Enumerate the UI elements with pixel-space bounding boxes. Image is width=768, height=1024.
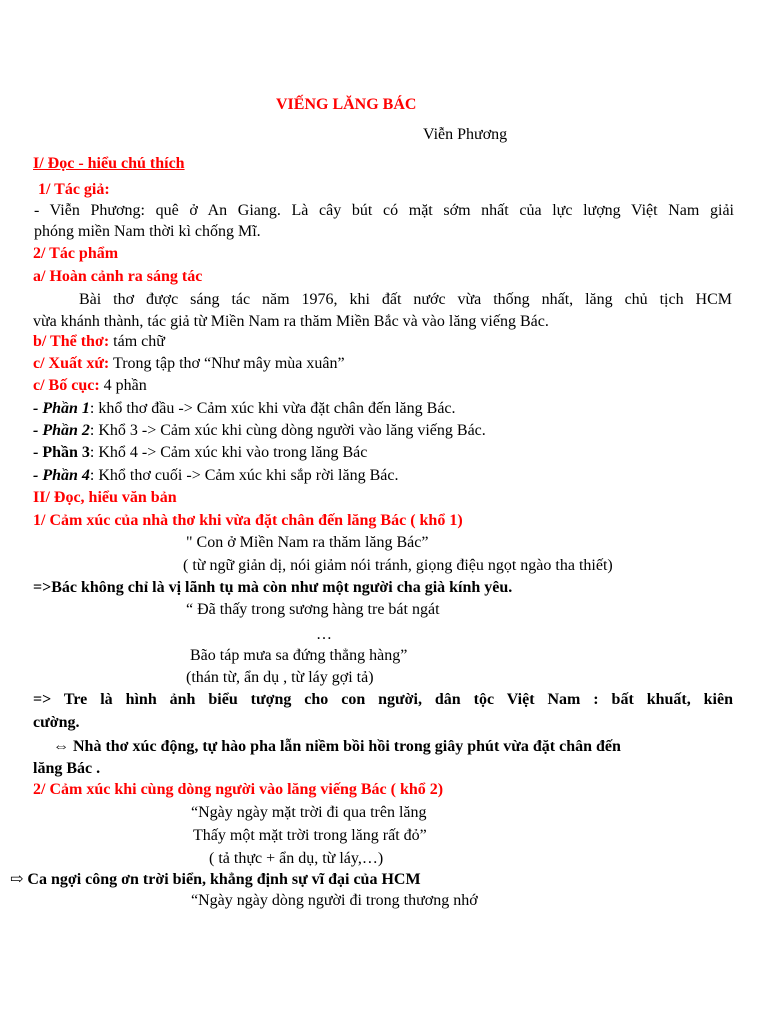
part-4-row — [33, 466, 398, 486]
poem-form-row — [33, 332, 165, 352]
part-4-label: - Phần 4 — [33, 467, 90, 484]
part-3-text: : Khổ 4 -> Cảm xúc khi vào trong lăng Bác — [89, 444, 368, 461]
source-label: c/ Xuất xứ: — [33, 355, 110, 372]
poem-quote-3: Bão táp mưa sa đứng thẳng hàng” — [190, 647, 408, 664]
part-1-row — [33, 399, 456, 419]
conclusion-2-line-2: cường. — [33, 714, 80, 731]
structure-label: c/ Bố cục: — [33, 377, 100, 394]
poem-form-value: tám chữ — [109, 333, 165, 350]
part-3-label: - Phần 3 — [33, 444, 90, 461]
right-arrow-icon: ⇨ — [10, 871, 24, 888]
conclusion-2-line-1: => Tre là hình ảnh biểu tượng cho con người, dân tộc Việt Nam : bất khuất, kiên — [33, 691, 733, 708]
poem-ellipsis: … — [316, 626, 332, 643]
structure-value: 4 phần — [99, 377, 147, 394]
part-3-row — [33, 443, 367, 463]
conclusion-4-text: Ca ngợi công ơn trời biển, khẳng định sự vĩ đại của HCM — [27, 871, 421, 888]
poem-quote-5: Thấy một mặt trời trong lăng rất đỏ” — [193, 827, 427, 844]
poem-quote-6: “Ngày ngày dòng người đi trong thương nhớ — [191, 892, 478, 909]
poem-quote-2: “ Đã thấy trong sương hàng tre bát ngát — [186, 601, 440, 618]
conclusion-3-line-1 — [53, 737, 621, 757]
work-heading: 2/ Tác phẩm — [33, 245, 119, 262]
conclusion-3-text: Nhà thơ xúc động, tự hào pha lẫn niềm bồi hồi trong giây phút vừa đặt chân đến — [73, 738, 621, 755]
subsection-1-heading: 1/ Cảm xúc của nhà thơ khi vừa đặt chân đến lăng Bác ( khổ 1) — [33, 512, 463, 529]
section-2-heading: II/ Đọc, hiểu văn bản — [33, 489, 177, 506]
conclusion-3-line-2: lăng Bác . — [33, 760, 101, 777]
context-line-1: Bài thơ được sáng tác năm 1976, khi đất nước vừa thống nhất, lăng chủ tịch HCM — [79, 291, 732, 308]
part-4-text: : Khổ thơ cuối -> Cảm xúc khi sắp rời lăng Bác. — [89, 467, 399, 484]
conclusion-4-row — [10, 870, 421, 890]
source-value: Trong tập thơ “Như mây mùa xuân” — [109, 355, 345, 372]
context-line-2: vừa khánh thành, tác giả từ Miền Nam ra thăm Miền Bắc và vào lăng viếng Bác. — [33, 313, 549, 330]
section-1-heading: I/ Đọc - hiểu chú thích — [33, 155, 185, 172]
author-heading: 1/ Tác giả: — [38, 181, 110, 198]
note-3: ( tả thực + ẩn dụ, từ láy,…) — [209, 850, 384, 867]
author-name: Viễn Phương — [423, 126, 508, 143]
subsection-2-heading: 2/ Cảm xúc khi cùng dòng người vào lăng viếng Bác ( khổ 2) — [33, 781, 444, 798]
part-2-text: : Khổ 3 -> Cảm xúc khi cùng dòng người vào lăng viếng Bác. — [89, 422, 486, 439]
poem-quote-4: “Ngày ngày mặt trời đi qua trên lăng — [191, 804, 427, 821]
conclusion-1: =>Bác không chỉ là vị lãnh tụ mà còn như một người cha già kính yêu. — [33, 579, 513, 596]
structure-row — [33, 376, 147, 396]
poem-quote-1: " Con ở Miền Nam ra thăm lăng Bác” — [186, 534, 429, 551]
document-title: VIẾNG LĂNG BÁC — [276, 96, 417, 113]
double-arrow-icon: ⇔ — [53, 738, 69, 755]
note-1: ( từ ngữ giản dị, nói giảm nói tránh, giọng điệu ngọt ngào tha thiết) — [183, 557, 613, 574]
context-heading: a/ Hoàn cảnh ra sáng tác — [33, 268, 203, 285]
poem-form-label: b/ Thể thơ: — [33, 333, 110, 350]
author-bio-line-1: - Viễn Phương: quê ở An Giang. Là cây bút có mặt sớm nhất của lực lượng Việt Nam giải — [34, 202, 734, 219]
part-1-text: : khổ thơ đầu -> Cảm xúc khi vừa đặt chân đến lăng Bác. — [89, 400, 456, 417]
part-1-label: - Phần 1 — [33, 400, 90, 417]
part-2-label: - Phần 2 — [33, 422, 90, 439]
note-2: (thán từ, ẩn dụ , từ láy gợi tả) — [186, 669, 374, 686]
source-row — [33, 354, 345, 374]
author-bio-line-2: phóng miền Nam thời kì chống Mĩ. — [34, 223, 261, 240]
part-2-row — [33, 421, 486, 441]
